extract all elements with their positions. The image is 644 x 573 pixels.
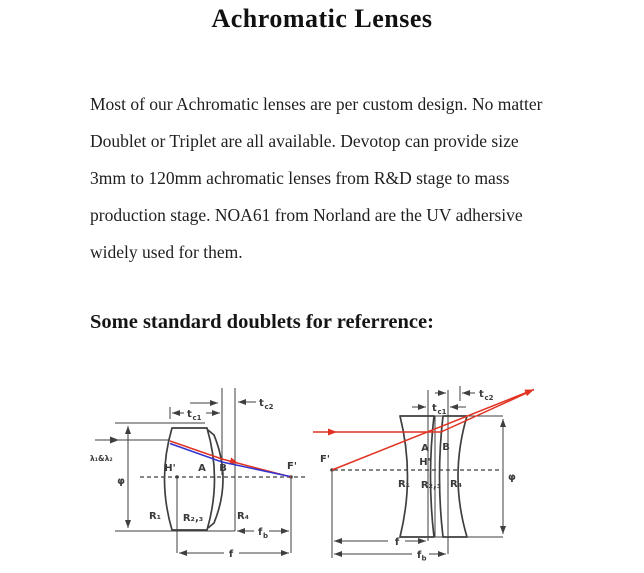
H-prime-label: H': [419, 457, 431, 468]
virtual-extension-ray: [332, 390, 534, 471]
tc2-subscript: c2: [484, 394, 494, 402]
B-label: B: [442, 442, 450, 453]
red-ray: [170, 441, 291, 477]
tc2-subscript: c2: [264, 403, 274, 411]
paragraph-line-2: Doublet or Triplet are all available. Devotop can provide size: [90, 131, 519, 151]
wavelengths-label: λ₁&λ₂: [90, 454, 113, 463]
R1-label: R₁: [397, 479, 411, 490]
f-label: f: [228, 549, 234, 560]
paragraph-line-5: widely used for them.: [90, 242, 243, 262]
tc1-subscript: c1: [437, 408, 447, 416]
F-prime-label: F': [320, 454, 330, 465]
principal-point: [175, 475, 179, 479]
tc2-label: t: [259, 398, 264, 409]
tc1-subscript: c1: [192, 414, 202, 422]
paragraph-line-3: 3mm to 120mm achromatic lenses from R&D stage to mass: [90, 168, 510, 188]
positive-doublet-diagram: [90, 388, 308, 560]
B-label: B: [219, 463, 227, 474]
diameter-phi-label: φ: [508, 472, 516, 483]
negative-doublet-diagram: [313, 386, 535, 563]
second-concave-element-outline: [440, 416, 468, 537]
tc2-dimension: [435, 386, 475, 401]
first-concave-element-outline: [397, 416, 434, 537]
f-label: f: [394, 537, 400, 548]
R4-label: R₄: [449, 479, 463, 490]
tc1-label: t: [187, 409, 192, 420]
R23-label: R₂,₃: [420, 480, 442, 491]
incident-ray: [95, 437, 170, 444]
R23-label: R₂,₃: [182, 513, 204, 524]
R4-label: R₄: [236, 511, 250, 522]
fb-subscript: b: [263, 532, 269, 540]
tc1-label: t: [432, 403, 437, 414]
F-prime-label: F': [287, 461, 297, 472]
fb-label: f: [258, 527, 263, 538]
fb-subscript: b: [421, 554, 427, 563]
H-prime-label: H': [164, 463, 176, 474]
diameter-phi-label: φ: [117, 476, 125, 487]
fb-label: f: [417, 550, 422, 561]
doublet-diagrams: [88, 368, 548, 573]
red-ray-arrowhead: [328, 429, 337, 436]
tc2-label: t: [479, 389, 484, 400]
paragraph-line-4: production stage. NOA61 from Norland are the UV adhersive: [90, 205, 523, 225]
A-label: A: [421, 443, 429, 454]
R1-label: R₁: [148, 511, 162, 522]
intro-paragraph: [90, 86, 570, 271]
section-heading: Some standard doublets for referrence:: [90, 311, 434, 333]
diverging-ray-arrowhead: [524, 386, 535, 396]
page-title: Achromatic Lenses: [211, 4, 433, 33]
paragraph-line-1: Most of our Achromatic lenses are per custom design. No matter: [90, 94, 543, 114]
A-label: A: [198, 463, 206, 474]
